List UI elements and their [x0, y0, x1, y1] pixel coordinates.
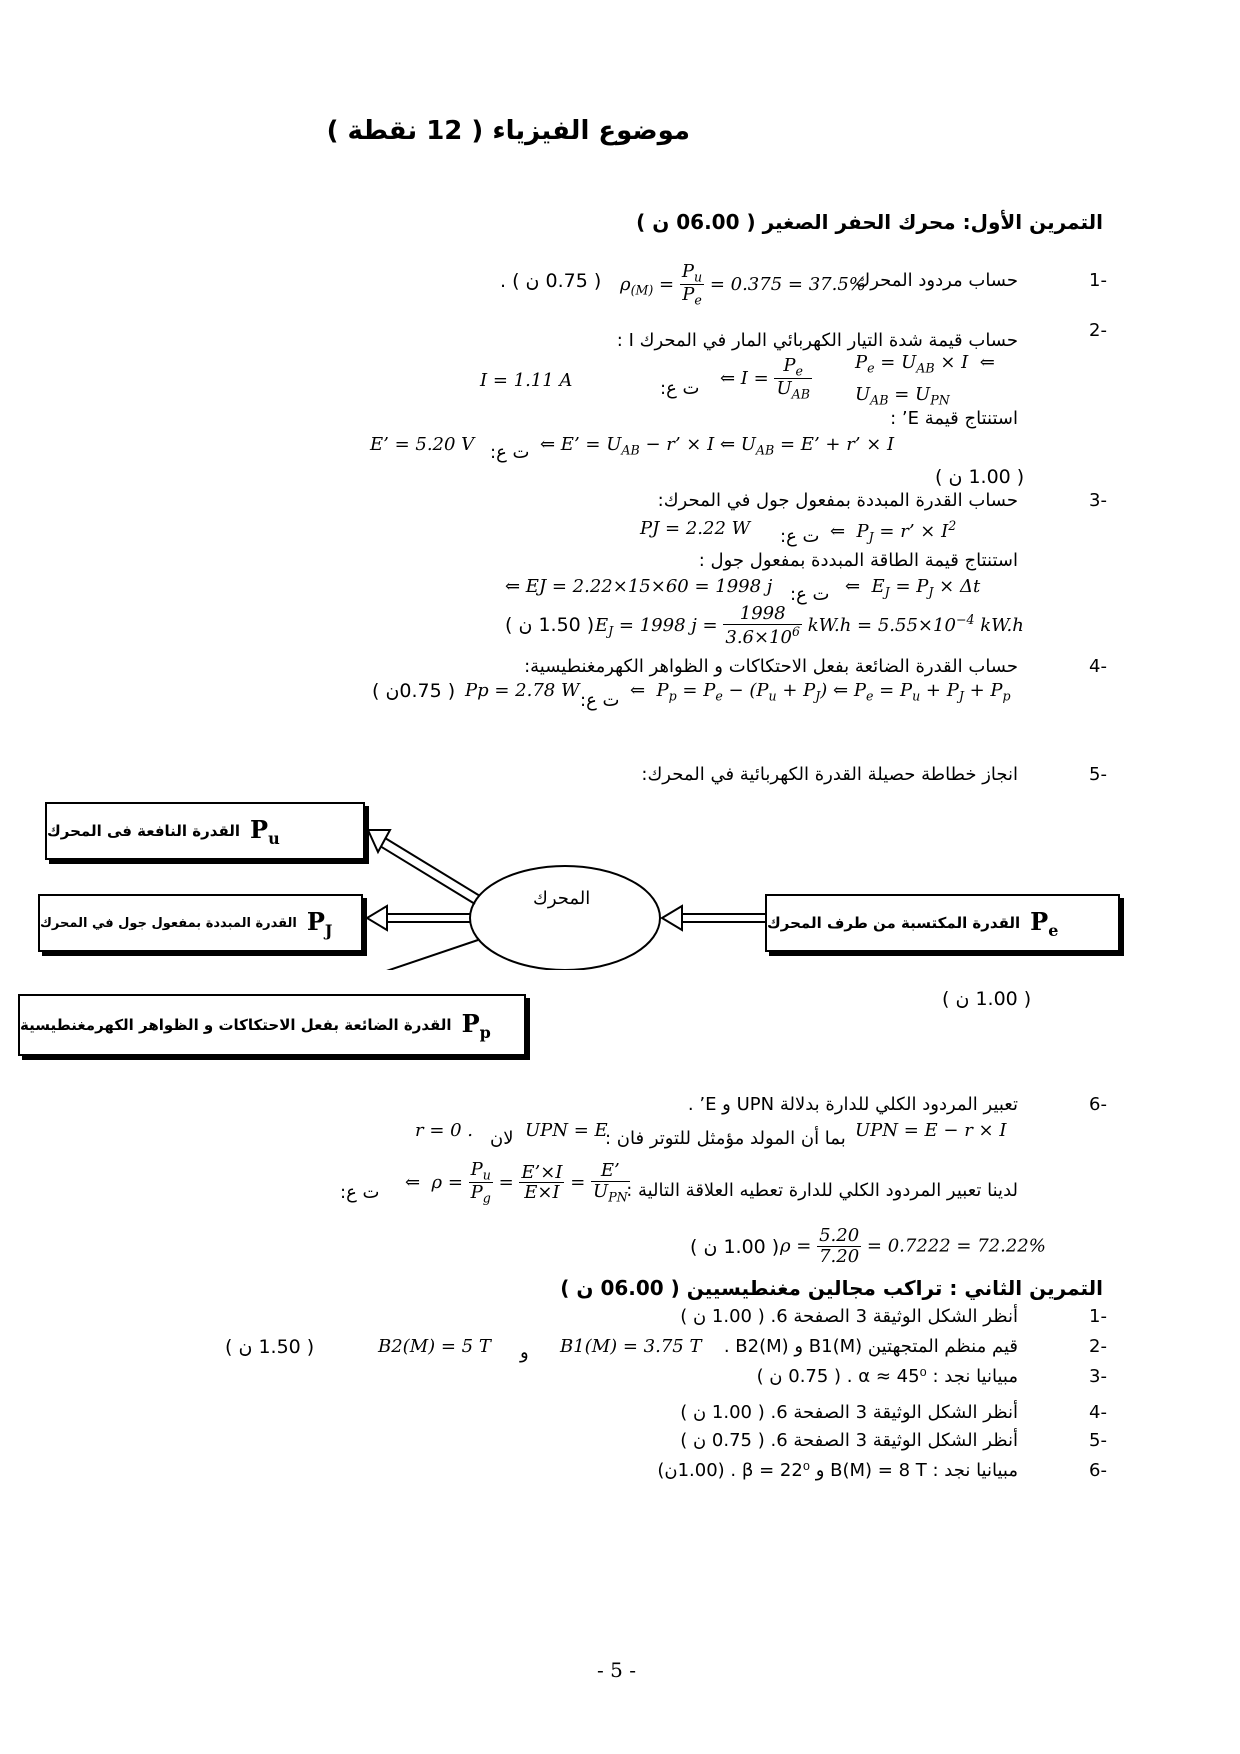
q6-f2c: r = 0 .: [415, 1120, 474, 1141]
q5-points: ( 1.00 ن ): [942, 988, 1032, 1010]
page-number: - 5 -: [597, 1658, 636, 1682]
q2b-formula: ⇐ E’ = $U_{AB} - r$’ × I ⇐ $U_{AB} = E$’ + r’ × I: [540, 434, 895, 458]
q6-points: ( 1.00 ن ): [690, 1236, 780, 1258]
ex2-item-5-text: أنظر الشكل الوثيقة 3 الصفحة 6. ( 0.75 ن ): [680, 1430, 1018, 1451]
q3-number: -3: [1089, 490, 1107, 511]
page-title: موضوع الفيزياء ( 12 نقطة ): [326, 116, 690, 146]
pu-label: القدرة النافعة فى المحرك: [47, 822, 241, 840]
ex2-item-3-text: مبيانيا نجد : α ≈ 45⁰ . ( 0.75 ن ): [756, 1366, 1018, 1387]
q2-text: حساب قيمة شدة التيار الكهربائي المار في المحرك I :: [616, 330, 1018, 351]
pp-label: القدرة الضائعة بفعل الاحتكاكات و الظواهر الكهرمغنطيسية: [20, 1016, 452, 1034]
ex2-item-2-number: -2: [1089, 1336, 1107, 1357]
q5-number: -5: [1089, 764, 1107, 785]
pj-symbol: $P_J$: [306, 906, 333, 940]
q1-text: حساب مردود المحرك: [855, 270, 1018, 291]
ex2-item-6-number: -6: [1089, 1460, 1107, 1481]
arrow-motor-to-pu: [368, 830, 480, 904]
q4-points: ( 0.75ن ): [372, 680, 456, 702]
q1-formula: $\rho_{(M)}$ = $\frac{P_u}{P_e}$ = 0.375 = 37.5%: [620, 261, 866, 309]
motor-label: المحرك: [533, 888, 591, 909]
q3b-points: ( 1.50 ن ): [505, 614, 595, 636]
q3b-conversion: $E_J = 1998$ j = $\frac{1998}{3.6\times 10^6}$ $kW.h = 5.55\times 10^{-4}$ kW.h: [595, 603, 1024, 648]
q2-formula-1: ⇐ I = $\frac{P_e}{U_{AB}}$: [720, 355, 810, 403]
ex2-item-5-number: -5: [1089, 1430, 1107, 1451]
q3-te: ت ع:: [780, 526, 820, 547]
q2-formula-3: $U_{AB} = U_{PN}$: [855, 384, 950, 408]
q6-number: -6: [1089, 1094, 1107, 1115]
arrow-pe-to-motor: [662, 906, 765, 930]
pu-box: [45, 802, 365, 860]
q3b-formula: ⇐ $E_J = P_J \times \Delta t$: [845, 576, 981, 600]
pp-box: [18, 994, 526, 1056]
pp-symbol: $P_p$: [461, 1008, 491, 1042]
ex2-item-2-and: و: [520, 1342, 529, 1363]
motor-ellipse: [470, 866, 660, 970]
ex2-item-1-text: أنظر الشكل الوثيقة 3 الصفحة 6. ( 1.00 ن ): [680, 1306, 1018, 1327]
q6-text: تعبير المردود الكلي للدارة بدلالة UPN و E’ .: [687, 1094, 1018, 1115]
ex2-item-3-number: -3: [1089, 1366, 1107, 1387]
q2-te: ت ع:: [660, 378, 700, 399]
q2b-text: استنتاج قيمة E’ :: [890, 408, 1018, 429]
q1-number: -1: [1089, 270, 1107, 291]
ex2-item-1-number: -1: [1089, 1306, 1107, 1327]
exercise-2-heading: التمرين الثاني : تراكب مجالين مغنطيسيين ( 06.00 ن ): [560, 1276, 1103, 1300]
q2b-result: E’ = 5.20 V: [370, 434, 475, 455]
q3b-te: ت ع:: [790, 584, 830, 605]
q2-number: -2: [1089, 320, 1107, 341]
ex2-item-2-r2: B2(M) = 5 T: [378, 1336, 491, 1357]
q4-te: ت ع:: [580, 690, 620, 711]
q2b-points: ( 1.00 ن ): [935, 466, 1025, 488]
arrow-motor-to-pj: [367, 906, 470, 930]
pe-box: [765, 894, 1120, 952]
q6-f2: UPN = E − r × I: [855, 1120, 1007, 1141]
ex2-item-2-text: قيم منظم المتجهتين B1(M) و B2(M) .: [723, 1336, 1018, 1357]
ex2-item-4-text: أنظر الشكل الوثيقة 3 الصفحة 6. ( 1.00 ن ): [680, 1402, 1018, 1423]
q6-f3: ⇐ ρ = $\frac{P_u}{P_g}$ = $\frac{E’\times I}{E\times I}$ = $\frac{E’}{U_{PN}}$: [405, 1159, 628, 1207]
pe-symbol: $P_e$: [1030, 906, 1059, 940]
q4-text: حساب القدرة الضائعة بفعل الاحتكاكات و الظواهر الكهرمغنطيسية:: [524, 656, 1018, 677]
q3-result: PJ = 2.22 W: [640, 518, 751, 539]
q2-result: I = 1.11 A: [480, 370, 573, 391]
q3-formula: ⇐ $P_J = r$’ × $I^2$: [830, 518, 957, 545]
pj-box: [38, 894, 363, 952]
q6-line2: بما أن المولد مؤمثل للتوتر فان :: [605, 1128, 846, 1149]
q6-f4: ρ = $\frac{5.20}{7.20}$ = 0.7222 = 72.22%: [780, 1225, 1046, 1267]
q3-text: حساب القدرة المبددة بمفعول جول في المحرك:: [657, 490, 1018, 511]
pj-label: القدرة المبددة بمفعول جول في المحرك: [40, 915, 297, 931]
ex2-item-4-number: -4: [1089, 1402, 1107, 1423]
q6-te: ت ع:: [340, 1182, 380, 1203]
q2-formula-2: $P_e = U_{AB} \times I$ ⇐: [855, 352, 995, 376]
q6-line3: لدينا تعبير المردود الكلي للدارة تعطيه العلاقة التالية :: [626, 1180, 1018, 1201]
ex2-item-2-points: ( 1.50 ن ): [225, 1336, 315, 1358]
q3b-text: استنتاج قيمة الطاقة المبددة بمفعول جول :: [698, 550, 1018, 571]
q1-points: ( 0.75 ن ) .: [500, 270, 602, 292]
q5-text: انجاز خطاطة حصيلة القدرة الكهربائية في المحرك:: [641, 764, 1018, 785]
q4-result: Pp = 2.78 W: [465, 680, 580, 701]
ex2-item-6-text: مبيانيا نجد : B(M) = 8 T و β = 22⁰ . (1.00ن): [657, 1460, 1018, 1481]
q4-formula: ⇐ $P_p = P_e - (P_u + P_J)$ ⇐ $P_e = P_u + P_J + P_p$: [630, 680, 1011, 704]
arrow-motor-to-pp: [345, 940, 478, 970]
ex2-item-2-r1: B1(M) = 3.75 T: [560, 1336, 702, 1357]
q2b-te: ت ع:: [490, 442, 530, 463]
q3b-result: ⇐ EJ = 2.22×15×60 = 1998 j: [505, 576, 773, 597]
pu-symbol: $P_u$: [250, 814, 280, 848]
pe-label: القدرة المكتسبة من طرف المحرك: [767, 914, 1021, 932]
exercise-1-heading: التمرين الأول: محرك الحفر الصغير ( 06.00 ن ): [636, 210, 1103, 234]
q4-number: -4: [1089, 656, 1107, 677]
q6-f2b: UPN = E: [525, 1120, 608, 1141]
q6-because: لان: [490, 1128, 514, 1149]
